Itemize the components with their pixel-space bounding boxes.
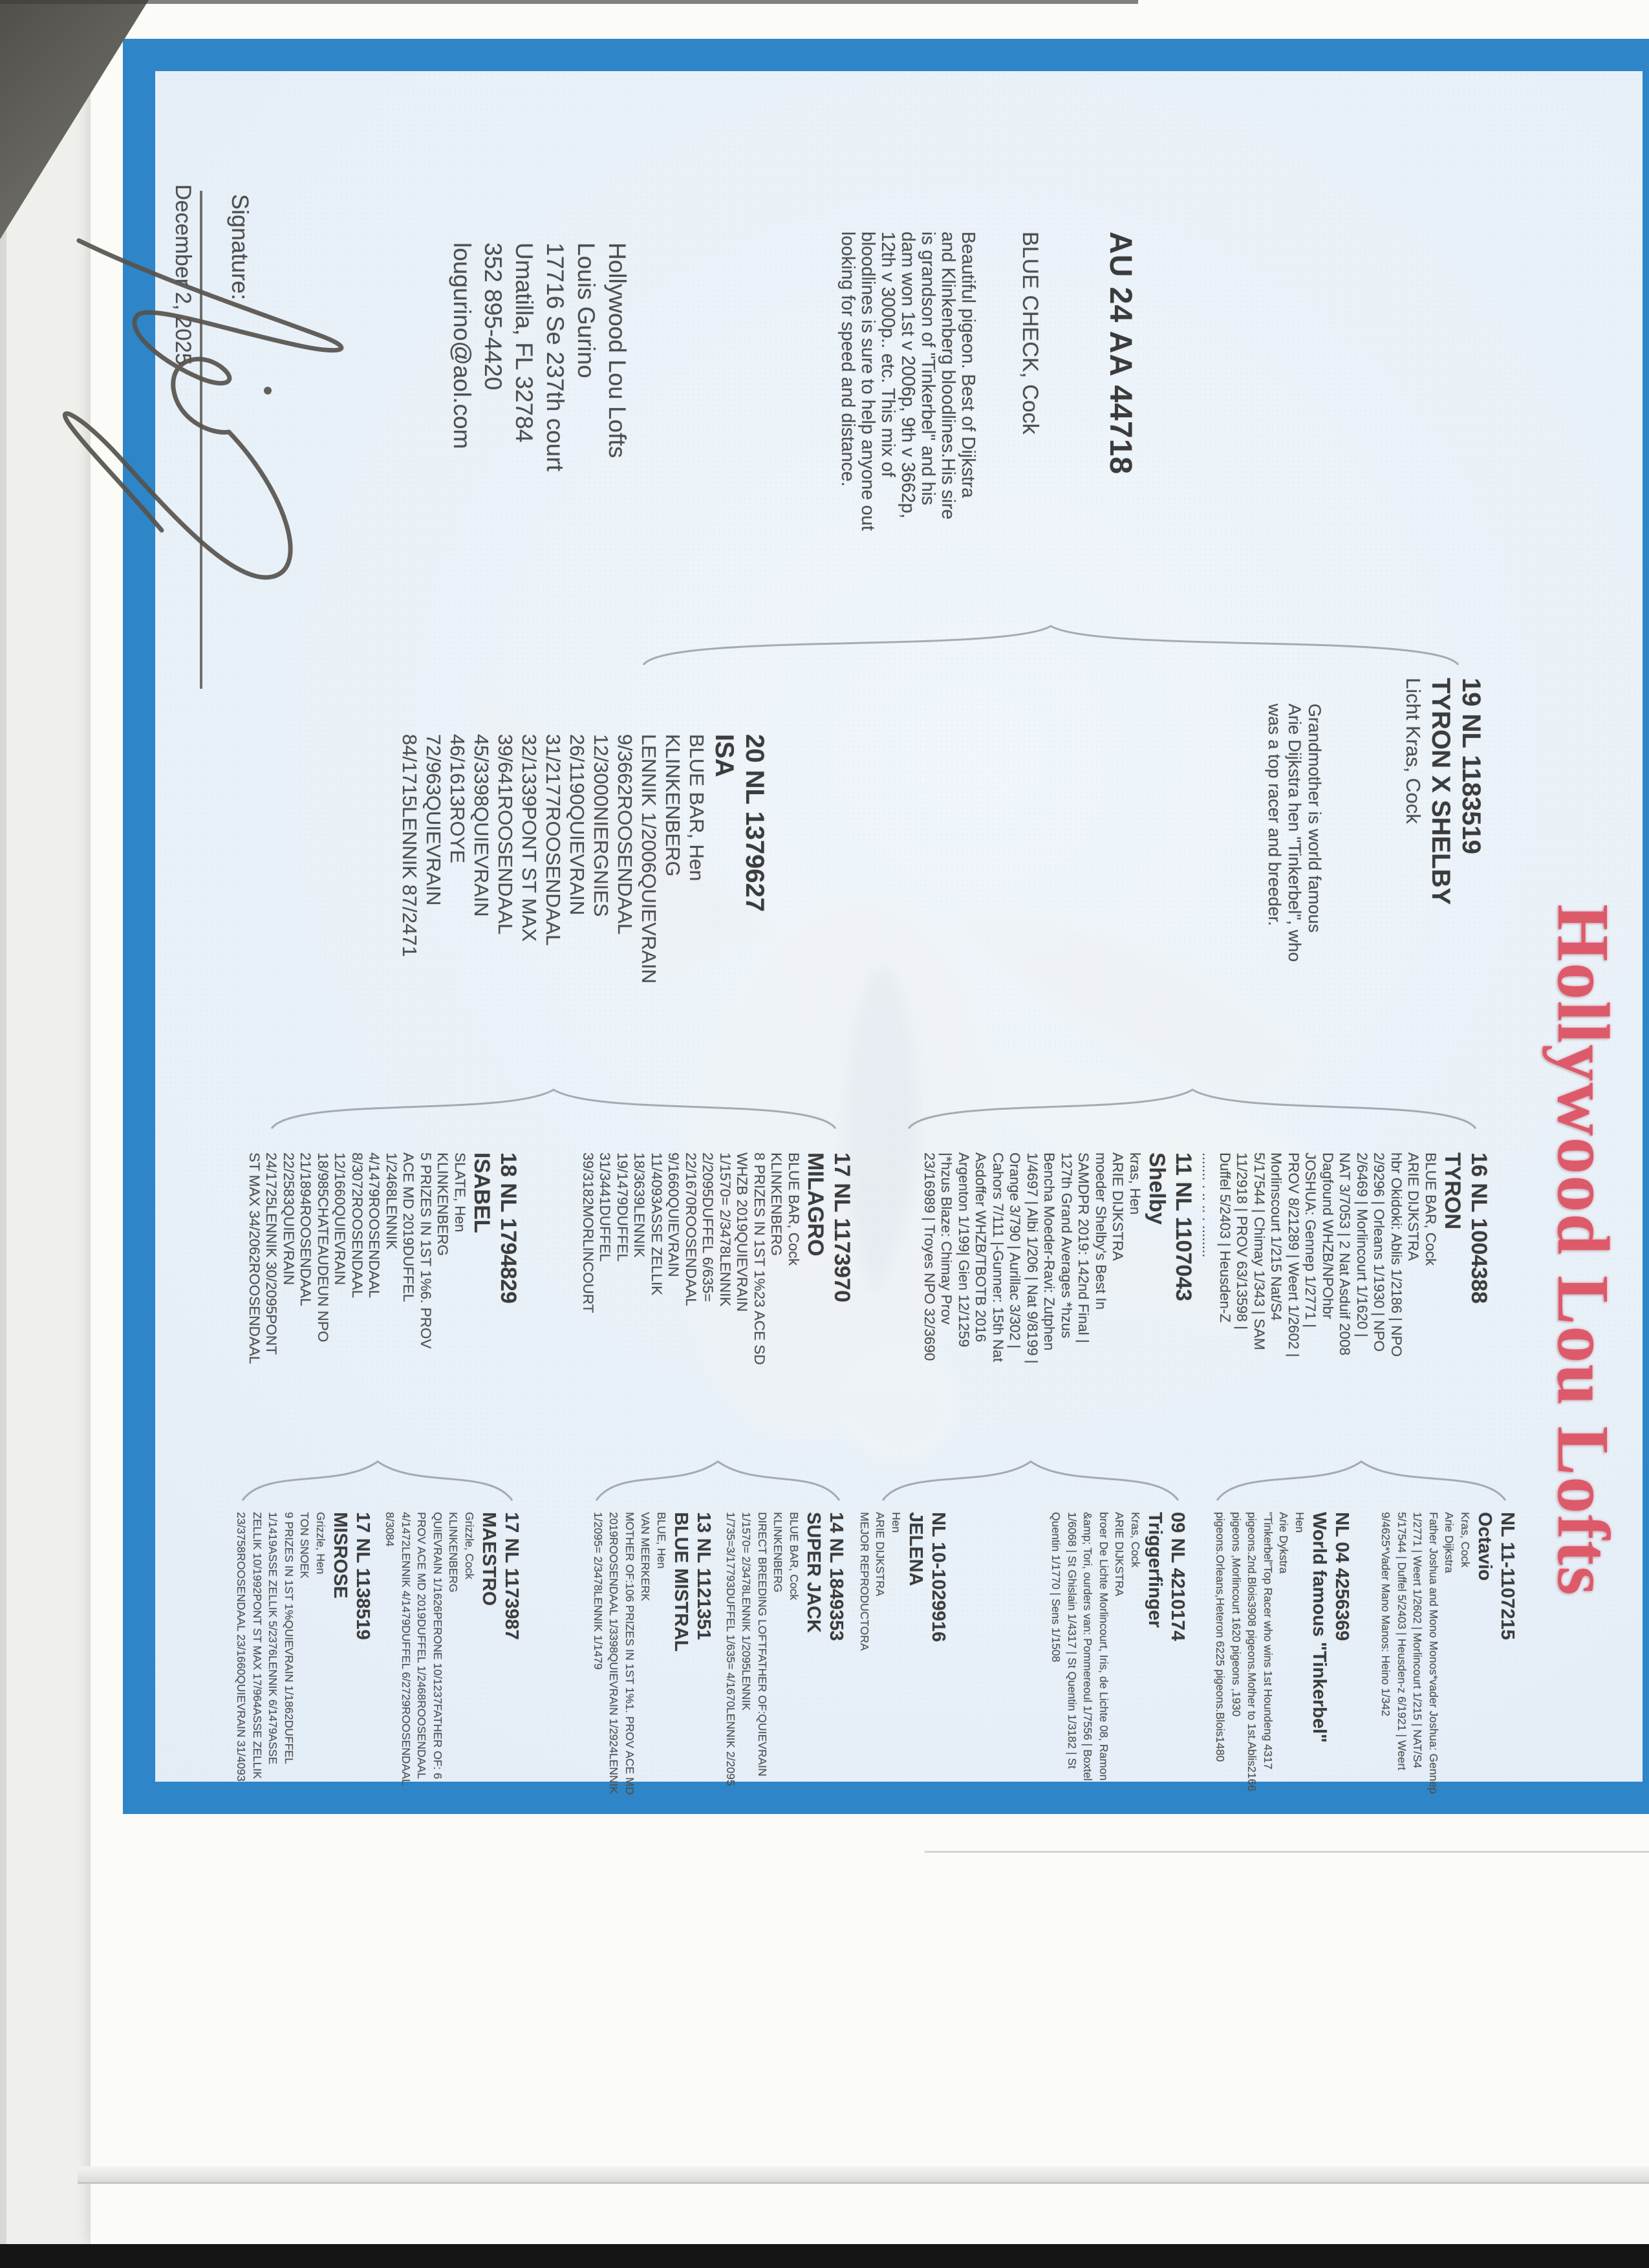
text-line: hbr Okidoki: Ablis 1/2186 | NPO	[1388, 1152, 1405, 1357]
scan-top-edge	[0, 0, 1138, 4]
text-line: 5/17544 | Chimay 1/343 | SAM	[1251, 1152, 1267, 1350]
text-line: bloodlines is sure to help anyone out	[857, 232, 878, 531]
text-line: 9/1660QUIEVRAIN	[665, 1152, 682, 1277]
ring-number: 17 NL 1173970	[830, 1152, 854, 1302]
bird-name: SUPER JACK	[803, 1512, 824, 1633]
text-line: Arie Dijkstra hen "Tinkerbel", who	[1285, 704, 1304, 962]
text-line: 5 PRIZES IN 1ST 1%6. PROV	[418, 1152, 434, 1349]
text-line: Grizzle, Cock	[463, 1512, 476, 1580]
text-line: lougurino@aol.com	[449, 243, 475, 449]
ring-number: 18 NL 1794829	[496, 1152, 521, 1304]
text-line: 12th v 3000p.. etc. This mix of	[878, 232, 898, 477]
text-line: "Tinkerbel"Top Racer who wins 1st Houndeng 4317	[1262, 1512, 1275, 1769]
text-line: Arie Dijkstra	[1443, 1512, 1456, 1573]
text-line: 9 PRIZES IN 1ST 1%QUIEVRAIN 1/1862DUFFEL	[283, 1512, 296, 1764]
signature-date: December 2, 2025	[171, 184, 195, 365]
ring-number: 20 NL 1379627	[740, 734, 769, 913]
text-line: ST MAX 34/2062ROOSENDAAL	[246, 1152, 263, 1365]
text-line: &amp; Tori, ourders van: Pommereoul 1/7556 | Boxtel	[1081, 1512, 1095, 1781]
ring-number: 14 NL 1849353	[826, 1512, 846, 1641]
text-line: Cahors 7/111 |-Gunner: 15th Nat	[990, 1152, 1006, 1362]
text-line: pigeons ,Morlincourt 1620 pigeons ,1930	[1230, 1512, 1243, 1717]
text-line: Hen	[1293, 1512, 1306, 1533]
text-line: 8/3072ROOSENDAAL	[349, 1152, 365, 1299]
text-line: QUIEVRAIN 1/1626PERONE 10/1237FATHER OF: 6	[431, 1512, 444, 1780]
text-line: 1/4697 | Albi 1/206 | Nat 9/8199 |	[1024, 1152, 1040, 1364]
ring-number: 11 NL 1107043	[1171, 1152, 1196, 1302]
text-line: was a top racer and breeder.	[1265, 704, 1284, 926]
bird-name: Shelby	[1145, 1152, 1169, 1225]
text-line: 22/1670ROOSENDAAL	[683, 1152, 699, 1306]
text-line: dam won 1st v 2006p, 9th v 3662p,	[898, 232, 918, 519]
text-line: 1/1419ASSE ZELLIK 5/2376LENNIK 6/1479ASSE	[266, 1512, 280, 1765]
text-line: ARIE DIJKSTRA	[1110, 1152, 1126, 1261]
text-line: 45/3398QUIEVRAIN	[470, 734, 493, 917]
text-line: 17716 Se 237th court	[542, 243, 568, 471]
text-line: 9/3662ROOSENDAAL	[614, 734, 636, 935]
bird-name: TYRON X SHELBY	[1427, 678, 1455, 905]
text-line: Kras, Cock	[1129, 1512, 1142, 1568]
text-line: 1/1570= 2/3478LENNIK 1/2095LENNIK	[740, 1512, 753, 1711]
text-line: 18/3639LENNIK	[631, 1152, 648, 1258]
text-line: 18/985CHATEAUDEUN NPO	[315, 1152, 331, 1343]
signature-label: Signature:	[227, 194, 253, 301]
text-line: 72/963QUIEVRAIN	[422, 734, 445, 906]
subject-color-sex: BLUE CHECK, Cock	[1018, 232, 1042, 435]
text-line: 1/735=3/17793DUFFEL 1/635= 4/1670LENNIK 2/2095	[724, 1512, 737, 1786]
text-line: 26/1190QUIEVRAIN	[566, 734, 588, 916]
bird-name: ISABEL	[469, 1152, 494, 1233]
text-line: 1/2771 | Weert 1/2602 | Morlincourt 1/215 | NAT/S4	[1411, 1512, 1425, 1769]
text-line: 39/3182MORLINCOURT	[580, 1152, 596, 1313]
bird-name: ISA	[710, 734, 738, 777]
text-line: TON SNOEK	[298, 1512, 312, 1579]
text-line: 84/1715LENNIK 87/2471	[398, 734, 421, 957]
text-line: 2/9296 | Orleans 1/1930 | NPO	[1371, 1152, 1388, 1352]
text-line: 23/3758ROOSENDAAL 23/1660QUIEVRAIN 31/4093	[235, 1512, 248, 1782]
text-line: Grandmother is world famous	[1305, 704, 1324, 933]
loft-title: Hollywood Lou Lofts	[1542, 904, 1624, 1597]
text-line: 11/2918 | PROV 63/13598 |	[1234, 1152, 1251, 1330]
text-line: KLINKENBERG	[771, 1512, 785, 1593]
text-line: and Klinkenberg bloodlines.His sire	[938, 232, 958, 520]
ring-number: NL 10-1029916	[928, 1512, 949, 1643]
text-line: BLUE, Hen	[655, 1512, 668, 1569]
text-line: 23/16989 | Troyes NPO 32/3690	[921, 1152, 938, 1361]
bird-name: JELENA	[905, 1512, 926, 1586]
ring-number: 09 NL 4210174	[1167, 1512, 1188, 1641]
text-line: 2019ROOSENDAAL 1/3398QUIEVRAIN 1/2924LENNIK	[607, 1512, 621, 1795]
text-line: 31/3441DUFFEL	[597, 1152, 614, 1262]
text-line: Father Joshua and Mono Monos*vader Joshua: Gennep	[1427, 1512, 1440, 1794]
text-line: BLUE BAR, Cock	[786, 1152, 802, 1266]
ring-number: 17 NL 1138519	[352, 1512, 373, 1640]
text-line: kras, Hen	[1127, 1152, 1143, 1215]
text-line: DIRECT BREEDING LOFTFATHER OF:QUIEVRAIN	[756, 1512, 769, 1777]
text-line: 352 895-4420	[480, 243, 506, 391]
text-line: moeder Shelby's Best In	[1093, 1152, 1109, 1310]
text-line: Asdoffer WHZB/TBOTB 2016	[973, 1152, 989, 1343]
text-line: Umatilla, FL 32784	[511, 243, 537, 443]
text-line: VAN MEERKERK	[639, 1512, 652, 1601]
scan-bottom-edge	[0, 2244, 1649, 2268]
text-line: pigeons.2nd.Blois3908 pigeons.Mother to 1st.Ablis2166	[1245, 1512, 1259, 1791]
text-line: 21/1894ROOSENDAAL	[297, 1152, 314, 1306]
text-line: ARIE DIJKSTRA	[874, 1512, 887, 1597]
text-line: Arie Dykstra	[1277, 1512, 1291, 1574]
bird-name: MAESTRO	[479, 1512, 499, 1606]
text-line: 5/17544 | Duffel 5/2403 | Heusden-z 6/1921 | Weert	[1396, 1512, 1408, 1771]
text-line: Dagfound WHZB/NPOhbr	[1320, 1152, 1336, 1319]
text-line: 4/1472LENNIK 4/1479DUFFEL 6/2729ROOSENDAAL	[400, 1512, 413, 1786]
text-line: KLINKENBERG	[435, 1152, 451, 1257]
text-line: Hollywood Lou Lofts	[604, 243, 630, 459]
text-line: LENNIK 1/2006QUIEVRAIN	[638, 734, 660, 984]
bird-name: Triggerfinger	[1145, 1512, 1165, 1628]
text-line: BLUE BAR, Hen	[685, 734, 708, 881]
text-line: ARIE DIJKSTRA	[1405, 1152, 1422, 1261]
text-line: Bencha Moeder-Ravi: Zutphen	[1041, 1152, 1058, 1351]
text-line: 1/2468LENNIK	[383, 1152, 400, 1250]
text-line: 2/6469 | Morlincourt 1/1620 |	[1354, 1152, 1370, 1337]
text-line: Morlinscourt 1/215 Nat/S4	[1268, 1152, 1285, 1321]
ring-number: 19 NL 1183519	[1457, 678, 1485, 854]
text-line: MEJOR REPRODUCTORA	[858, 1512, 871, 1651]
text-line: 39/641ROOSENDAAL	[494, 734, 517, 935]
bird-name: Octavio	[1474, 1512, 1495, 1581]
text-line: 8/3084	[383, 1512, 397, 1547]
text-line: is grandson of "Tinkerbel" and his	[918, 232, 938, 506]
text-line: 12/3000NIERGNIES	[590, 734, 612, 917]
text-line: 4/1479ROOSENDAAL	[366, 1152, 383, 1299]
text-line: 24/1725LENNIK 30/2095PONT	[263, 1152, 280, 1355]
ring-number: NL 04 4256369	[1331, 1512, 1352, 1641]
text-line: 8 PRIZES IN 1ST 1%23 ACE SD	[751, 1152, 768, 1365]
text-line: 1/1570= 2/3478LENNIK	[717, 1152, 733, 1307]
text-line: Orange 3/790 | Aurillac 3/302 |	[1007, 1152, 1024, 1349]
text-line: 19/1479DUFFEL	[614, 1152, 630, 1262]
text-line: MOTHER OF:106 PRIZES IN 1ST 1%1. PROV ACE MD	[623, 1512, 636, 1795]
text-line: ACE MD 2019DUFFEL	[400, 1152, 417, 1302]
text-line: PROV 8/21289 | Weert 1/2602 |	[1286, 1152, 1302, 1357]
text-line: looking for speed and distance.	[837, 232, 858, 487]
ring-number: 16 NL 1004388	[1467, 1152, 1491, 1304]
text-line: KLINKENBERG	[662, 734, 684, 877]
text-line: 2/2095DUFFEL 6/635=	[700, 1152, 717, 1302]
ring-number: 13 NL 1121351	[693, 1512, 714, 1640]
text-line: Kras, Cock	[1459, 1512, 1472, 1568]
text-line: Beautiful pigeon. Best of Dijkstra	[958, 232, 978, 498]
text-line: broer De Lichte Morlincourt, Iris, de Lichte 08, Ramon	[1097, 1512, 1110, 1781]
text-line: BLUE BAR, Cock	[788, 1512, 801, 1601]
text-line: Quentin 1/1770 | Sens 1/1508	[1050, 1512, 1063, 1663]
text-line: KLINKENBERG	[447, 1512, 460, 1593]
bird-name: TYRON	[1440, 1152, 1465, 1229]
text-line: 9/4625*Vader Mano Manos: Heino 1/342	[1379, 1512, 1393, 1716]
text-line: 127th Grand Averages *hzus	[1059, 1152, 1075, 1339]
text-line: ZELLIK 10/1992PONT ST MAX 17/964ASSE ZELLIK	[251, 1512, 264, 1779]
bird-name: MISROSE	[330, 1512, 350, 1599]
text-line: WHZB 2019QUIEVRAIN	[734, 1152, 751, 1312]
text-line: Louis Gurino	[573, 243, 599, 378]
text-line: Argenton 1/199| Gien 12/1259	[956, 1152, 972, 1348]
text-line: pigeons.Orleans,Heteron 6225 pigeons.Blois1480	[1214, 1512, 1227, 1762]
text-line: Grizzle, Hen	[314, 1512, 327, 1575]
text-line: BLUE BAR, Cock	[1423, 1152, 1439, 1266]
text-line: JOSHUA: Gennep 1/2771 |	[1302, 1152, 1319, 1328]
ring-number: NL 11-1107215	[1497, 1512, 1518, 1640]
text-line: 32/1339PONT ST MAX	[518, 734, 541, 942]
text-line: Licht Kras, Cock	[1402, 678, 1425, 824]
text-line: 46/1613ROYE	[446, 734, 469, 863]
bird-name: World famous "Tinkerbel"	[1309, 1512, 1330, 1743]
paper-edge-shadow-band	[78, 2166, 1649, 2184]
text-line: ARIE DIJKSTRA	[1113, 1512, 1126, 1597]
text-line: NAT 3/7053 | 2 Nat Asduif 2008	[1337, 1152, 1353, 1355]
text-line: PROV ACE MD 2019DUFFEL 1/2468ROOSENDAAL	[415, 1512, 429, 1779]
text-line: 31/2177ROOSENDAAL	[542, 734, 565, 946]
text-line: 22/2583QUIEVRAIN	[281, 1152, 297, 1286]
text-line: SLATE, Hen	[452, 1152, 468, 1233]
bird-name: MILAGRO	[803, 1152, 828, 1257]
text-line: 12/1660QUIEVRAIN	[332, 1152, 349, 1286]
subject-band-number: AU 24 AA 44718	[1103, 232, 1137, 475]
text-line: 1/6068 | St Ghislain 1/4317 | St Quentin 1/3182 | St	[1066, 1512, 1079, 1769]
paper-edge-shadow-line	[925, 1851, 1649, 1853]
bird-name: BLUE MISTRAL	[671, 1512, 691, 1652]
text-line: ....... . .. .. . ........	[1200, 1152, 1216, 1258]
text-line: 1/2095= 2/3478LENNIK 1/1479	[592, 1512, 605, 1670]
text-line: |*hzus Blaze: Chimay Prov	[938, 1152, 955, 1324]
text-line: Duffel 5/2403 | Heusden-Z	[1217, 1152, 1233, 1323]
ring-number: 17 NL 1173987	[501, 1512, 522, 1640]
text-line: SAMDPR 2019: 142nd Final |	[1075, 1152, 1092, 1343]
text-line: KLINKENBERG	[768, 1152, 785, 1257]
text-line: 11/4093ASSE ZELLIK	[649, 1152, 665, 1295]
text-line: Hen	[890, 1512, 903, 1533]
